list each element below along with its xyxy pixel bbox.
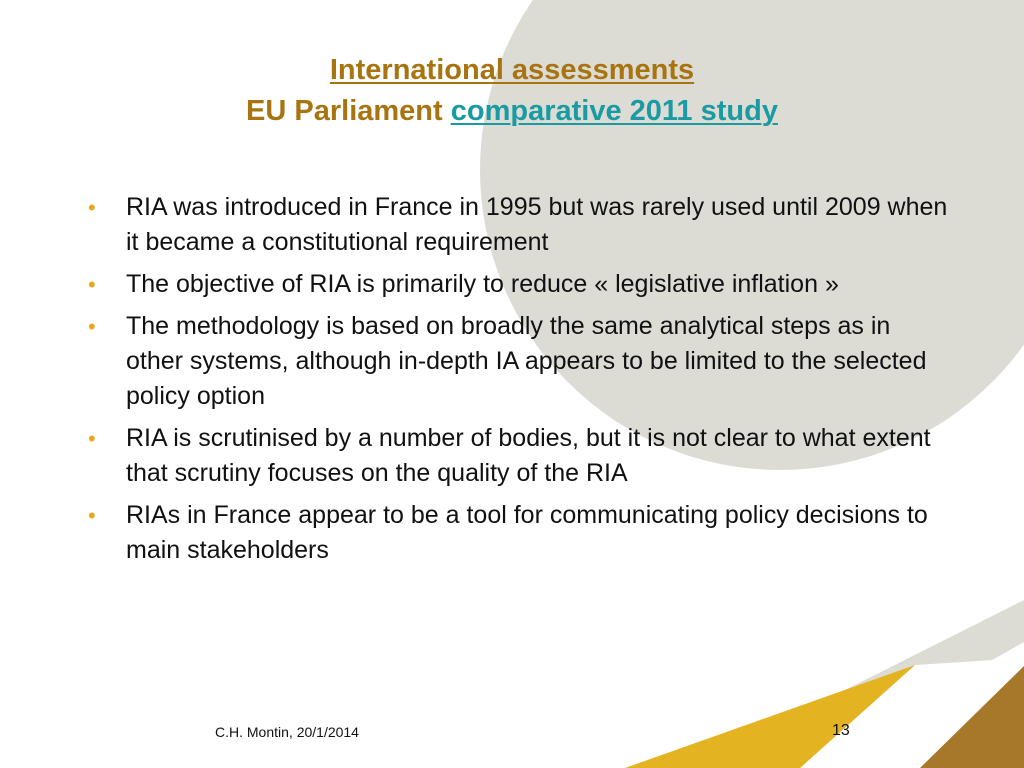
bullet-item — [88, 421, 948, 491]
bullet-item — [88, 498, 948, 568]
bullet-dot-icon: • — [88, 503, 96, 528]
bullet-dot-icon: • — [88, 272, 96, 297]
bullet-dot-icon: • — [88, 314, 96, 339]
page-number: 13 — [832, 722, 850, 739]
bullet-text: The objective of RIA is primarily to reduce « legislative inflation » — [126, 270, 839, 298]
bullet-item — [88, 267, 948, 302]
slide-subtitle — [0, 92, 1024, 130]
bullet-text: The methodology is based on broadly the same analytical steps as in other systems, although in-depth IA appears to be limited to the selected policy option — [126, 312, 927, 410]
bullet-item — [88, 190, 948, 260]
bullet-text: RIAs in France appear to be a tool for communicating policy decisions to main stakeholders — [126, 501, 928, 564]
bullet-list — [88, 190, 948, 575]
bullet-text: RIA is scrutinised by a number of bodies, but it is not clear to what extent that scrutiny focuses on the quality of the RIA — [126, 424, 931, 487]
bullet-dot-icon: • — [88, 195, 96, 220]
title-link-international-assessments[interactable]: International assessments — [329, 54, 695, 86]
bullet-dot-icon: • — [88, 426, 96, 451]
bullet-text: RIA was introduced in France in 1995 but was rarely used until 2009 when it became a constitutional requirement — [126, 193, 948, 256]
bullet-item — [88, 309, 948, 414]
subtitle-link-comparative-study[interactable]: comparative 2011 study — [450, 95, 778, 127]
slide-title — [0, 51, 1024, 89]
footer-author-date: C.H. Montin, 20/1/2014 — [215, 724, 359, 740]
subtitle-prefix: EU Parliament — [246, 95, 443, 127]
